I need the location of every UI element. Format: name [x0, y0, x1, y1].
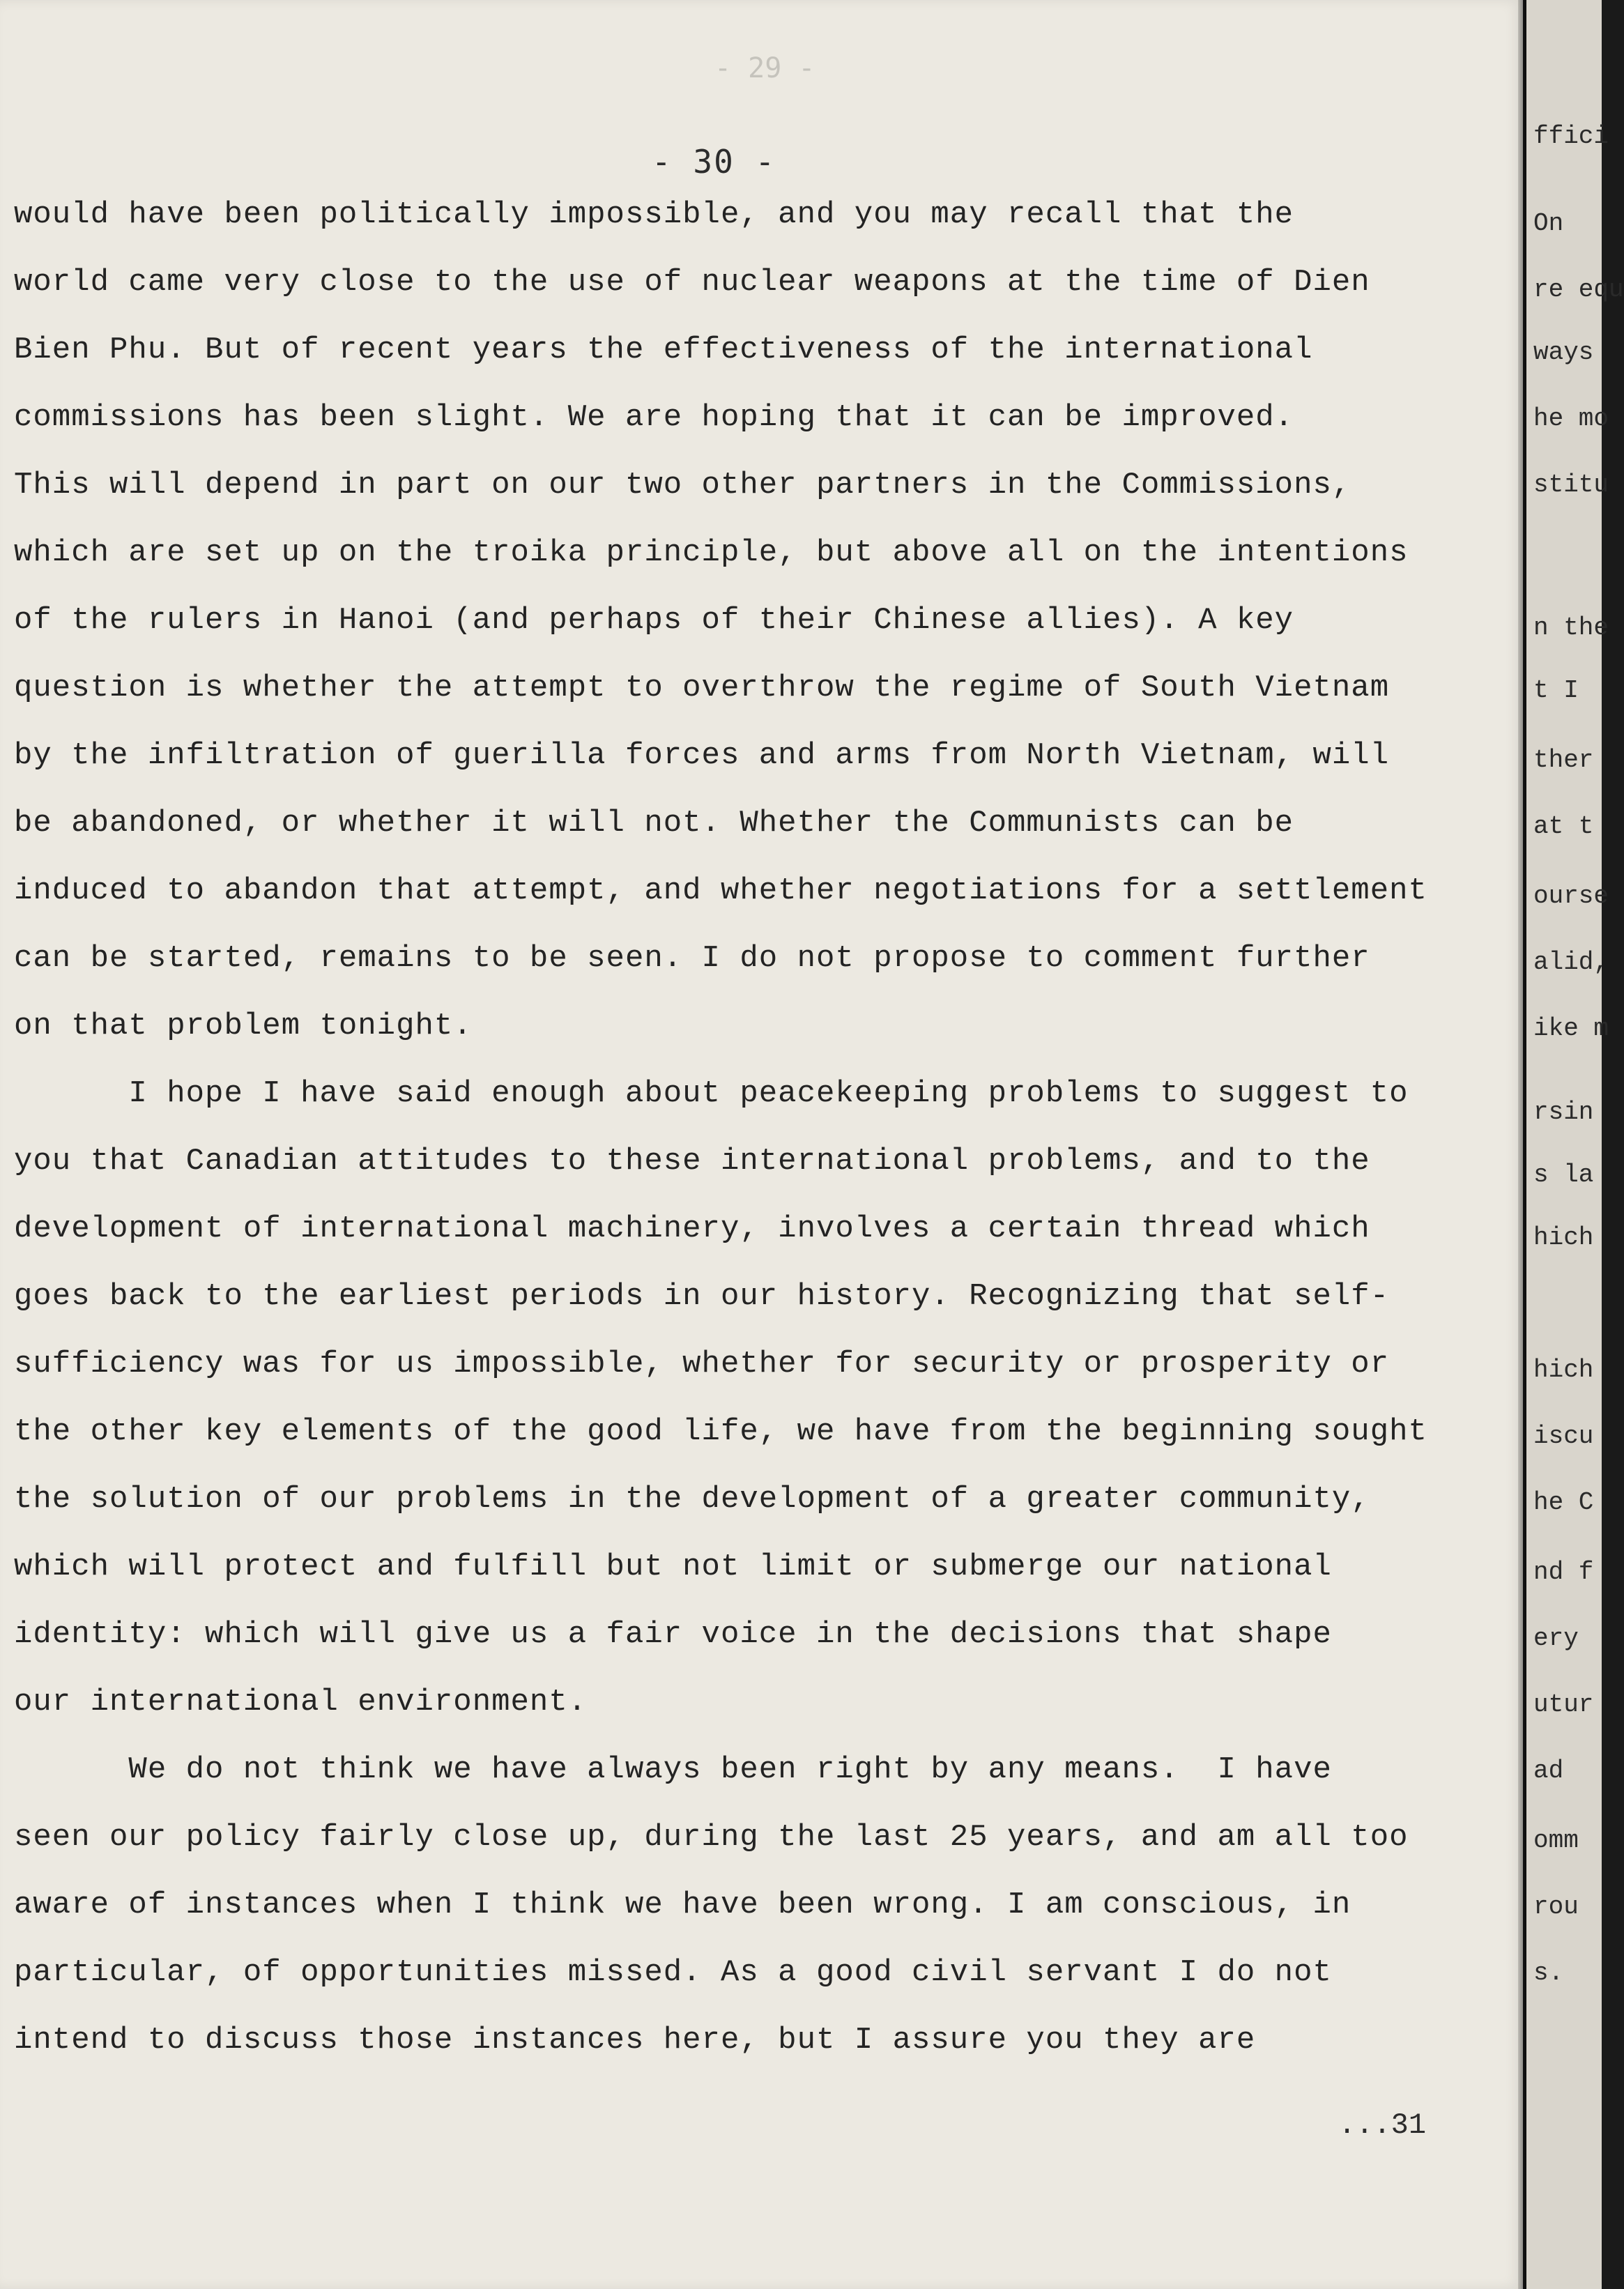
page-number: - 30 - — [652, 143, 776, 181]
text-line: which are set up on the troika principle, but above all on the intentions — [14, 535, 1409, 570]
text-line: on that problem tonight. — [14, 1009, 473, 1043]
underlying-text-fragment: omm — [1533, 1826, 1579, 1855]
text-line: sufficiency was for us impossible, whether for security or prosperity or — [14, 1347, 1390, 1381]
underlying-text-fragment: t I — [1533, 676, 1579, 705]
text-line: I hope I have said enough about peacekeeping problems to suggest to — [14, 1076, 1409, 1111]
text-line: intend to discuss those instances here, but I assure you they are — [14, 2023, 1256, 2058]
underlying-text-fragment: alid, — [1533, 948, 1609, 977]
text-line: world came very close to the use of nuclear weapons at the time of Dien — [14, 265, 1370, 300]
text-line: the other key elements of the good life, we have from the beginning sought — [14, 1414, 1427, 1449]
underlying-text-fragment: ourse — [1533, 882, 1609, 910]
text-line: development of international machinery, involves a certain thread which — [14, 1211, 1370, 1246]
text-line: commissions has been slight. We are hoping that it can be improved. — [14, 400, 1294, 435]
underlying-text-fragment: iscu — [1533, 1422, 1594, 1450]
underlying-text-fragment: stitu — [1533, 470, 1609, 499]
text-line: aware of instances when I think we have been wrong. I am conscious, in — [14, 1888, 1351, 1922]
underlying-text-fragment: On — [1533, 209, 1564, 238]
text-line: the solution of our problems in the development of a greater community, — [14, 1482, 1370, 1517]
underlying-text-fragment: hich — [1533, 1223, 1594, 1252]
text-line: question is whether the attempt to overthrow the regime of South Vietnam — [14, 671, 1390, 705]
text-line: can be started, remains to be seen. I do not propose to comment further — [14, 941, 1370, 976]
text-line: would have been politically impossible, and you may recall that the — [14, 197, 1294, 232]
underlying-text-fragment: ery — [1533, 1624, 1579, 1653]
underlying-text-fragment: nd f — [1533, 1558, 1594, 1586]
underlying-text-fragment: n the — [1533, 613, 1609, 642]
text-line: of the rulers in Hanoi (and perhaps of their Chinese allies). A key — [14, 603, 1294, 638]
underlying-text-fragment: s. — [1533, 1959, 1564, 1987]
underlying-text-fragment: ther — [1533, 746, 1594, 774]
underlying-text-fragment: utur — [1533, 1690, 1594, 1719]
text-line: This will depend in part on our two other partners in the Commissions, — [14, 468, 1351, 503]
underlying-text-fragment: he C — [1533, 1488, 1594, 1517]
text-line: We do not think we have always been right by any means. I have — [14, 1752, 1332, 1787]
text-line: you that Canadian attitudes to these international problems, and to the — [14, 1144, 1370, 1179]
text-line: identity: which will give us a fair voice in the decisions that shape — [14, 1617, 1332, 1652]
underlying-text-fragment: re equ — [1533, 275, 1624, 304]
underlying-text-fragment: rou — [1533, 1892, 1579, 1921]
text-line: which will protect and fulfill but not limit or submerge our national — [14, 1549, 1332, 1584]
text-line: induced to abandon that attempt, and whether negotiations for a settlement — [14, 873, 1427, 908]
underlying-text-fragment: rsin — [1533, 1098, 1594, 1126]
text-line: our international environment. — [14, 1685, 588, 1720]
text-line: goes back to the earliest periods in our history. Recognizing that self- — [14, 1279, 1390, 1314]
typed-text-body — [14, 181, 1512, 2074]
underlying-text-fragment: ways — [1533, 338, 1594, 367]
underlying-text-fragment: ike m — [1533, 1014, 1609, 1043]
underlying-text-fragment: ad — [1533, 1756, 1564, 1785]
text-line: seen our policy fairly close up, during the last 25 years, and am all too — [14, 1820, 1409, 1855]
text-line: by the infiltration of guerilla forces and arms from North Vietnam, will — [14, 738, 1390, 773]
text-line: Bien Phu. But of recent years the effectiveness of the international — [14, 332, 1313, 367]
underlying-text-fragment: he mo — [1533, 404, 1609, 433]
underlying-text-fragment: at t — [1533, 812, 1594, 841]
bleed-through-page-number: - 29 - — [714, 52, 815, 84]
underlying-text-fragment: ffici — [1533, 122, 1609, 151]
text-line: particular, of opportunities missed. As a good civil servant I do not — [14, 1955, 1332, 1990]
underlying-text-fragment: s la — [1533, 1161, 1594, 1189]
continuation-marker: ...31 — [1338, 2108, 1427, 2142]
text-line: be abandoned, or whether it will not. Whether the Communists can be — [14, 806, 1294, 841]
underlying-page-edge — [1526, 0, 1624, 2289]
underlying-text-fragment: hich — [1533, 1356, 1594, 1384]
